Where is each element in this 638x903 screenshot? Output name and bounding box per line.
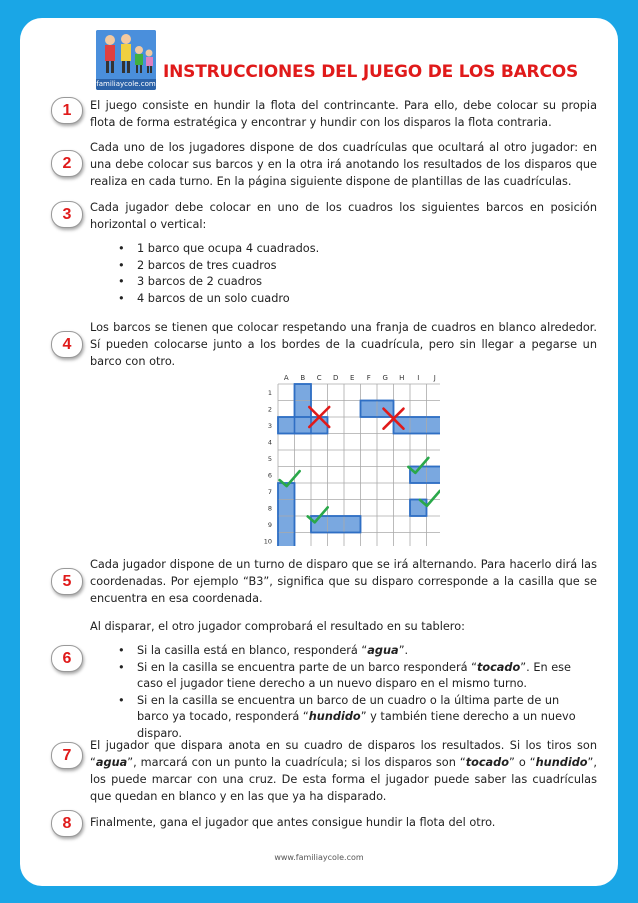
column-label: I (417, 374, 420, 382)
step-badge-3: 3 (51, 201, 83, 228)
step-badge-5: 5 (51, 568, 83, 595)
section-7-text: El jugador que dispara anota en su cuadro de disparos los resultados. Si los tiros son “agua”, marcará con un punto la cuadrícula; si los disparos son “tocado” o “hundido”, los puede marcar con una cruz. De esta forma el jugador puede saber las cuadrículas que quedan en blanco y en las que ya ha disparado. (90, 739, 597, 803)
row-label: 9 (267, 520, 272, 529)
column-label: G (382, 374, 388, 382)
row-label: 2 (267, 405, 272, 414)
check-mark (420, 491, 440, 506)
section-4-text: Los barcos se tienen que colocar respetando una franja de cuadros en blanco alrededor. Sí pueden colocarse junto a los bordes de la cuadrícula, pero sin llegar a pegarse un barco con otro. (90, 321, 597, 368)
section-3-text: Cada jugador debe colocar en uno de los cuadros los siguientes barcos en posición horizontal o vertical: (90, 201, 597, 231)
row-label: 6 (267, 471, 272, 480)
column-label: B (300, 374, 306, 382)
family-illustration (96, 30, 156, 79)
row-label: 5 (267, 454, 272, 463)
term-agua: agua (367, 644, 399, 657)
row-label: 10 (263, 537, 272, 546)
column-label: H (399, 374, 405, 382)
ship (410, 467, 440, 484)
list-item: • Si en la casilla se encuentra un barco de un cuadro o la última parte de un barco ya tocado, responderá “hundido” y también tiene derecho a un nuevo disparo. (118, 693, 584, 743)
list-item: • Si en la casilla se encuentra parte de un barco responderá “tocado”. En ese caso el jugador tiene derecho a un nuevo disparo en el mismo turno. (118, 660, 584, 693)
example-board (240, 356, 440, 546)
term-hundido: hundido (308, 710, 361, 723)
column-label: C (316, 374, 322, 382)
row-label: 3 (267, 421, 272, 430)
row-label: 1 (267, 388, 272, 397)
column-label: F (366, 374, 371, 382)
step-badge-7: 7 (51, 742, 83, 769)
ship-list (118, 241, 319, 307)
logo (96, 30, 156, 90)
column-label: D (333, 374, 339, 382)
list-item: • 1 barco que ocupa 4 cuadrados. (118, 241, 319, 258)
section-5-text: Cada jugador dispone de un turno de disparo que se irá alternando. Para hacerlo dirá las coordenadas. Por ejemplo “B3”, significa que su disparo corresponde a la casilla que se encuentra en esa coordenada. (90, 558, 597, 605)
list-item: • 2 barcos de tres cuadros (118, 258, 319, 275)
step-badge-4: 4 (51, 331, 83, 358)
column-label: J (433, 374, 436, 382)
section-8-text: Finalmente, gana el jugador que antes consigue hundir la flota del otro. (90, 816, 496, 829)
column-label: A (283, 374, 289, 382)
section-6-intro: Al disparar, el otro jugador comprobará el resultado en su tablero: (90, 620, 465, 633)
footer-url: www.familiaycole.com (274, 853, 364, 862)
page-title: INSTRUCCIONES DEL JUEGO DE LOS BARCOS (163, 62, 579, 82)
section-1-text: El juego consiste en hundir la flota del contrincante. Para ello, debe colocar su propia flota de forma estratégica y encontrar y hundir con los disparos la flota contraria. (90, 99, 597, 129)
term-tocado: tocado (476, 660, 521, 674)
list-item: • 3 barcos de 2 cuadros (118, 274, 319, 291)
ship (278, 483, 295, 546)
step-badge-8: 8 (51, 810, 83, 837)
list-item: • Si la casilla está en blanco, responderá “agua”. (118, 643, 584, 660)
list-item: • 4 barcos de un solo cuadro (118, 291, 319, 308)
result-list (118, 643, 584, 742)
column-label: E (350, 374, 355, 382)
section-2-text: Cada uno de los jugadores dispone de dos cuadrículas que ocultará al otro jugador: en una debe colocar sus barcos y en la otra irá anotando los resultados de los disparos que realiza en cada turno. En la página siguiente dispone de plantillas de las cuadrículas. (90, 141, 597, 188)
step-badge-2: 2 (51, 150, 83, 177)
row-label: 7 (267, 487, 272, 496)
step-badge-6: 6 (51, 645, 83, 672)
row-label: 4 (267, 438, 272, 447)
step-badge-1: 1 (51, 97, 83, 124)
row-label: 8 (267, 504, 272, 513)
check-mark (280, 471, 300, 486)
page-sheet (20, 18, 618, 886)
logo-text: familiaycole.com (96, 80, 156, 88)
